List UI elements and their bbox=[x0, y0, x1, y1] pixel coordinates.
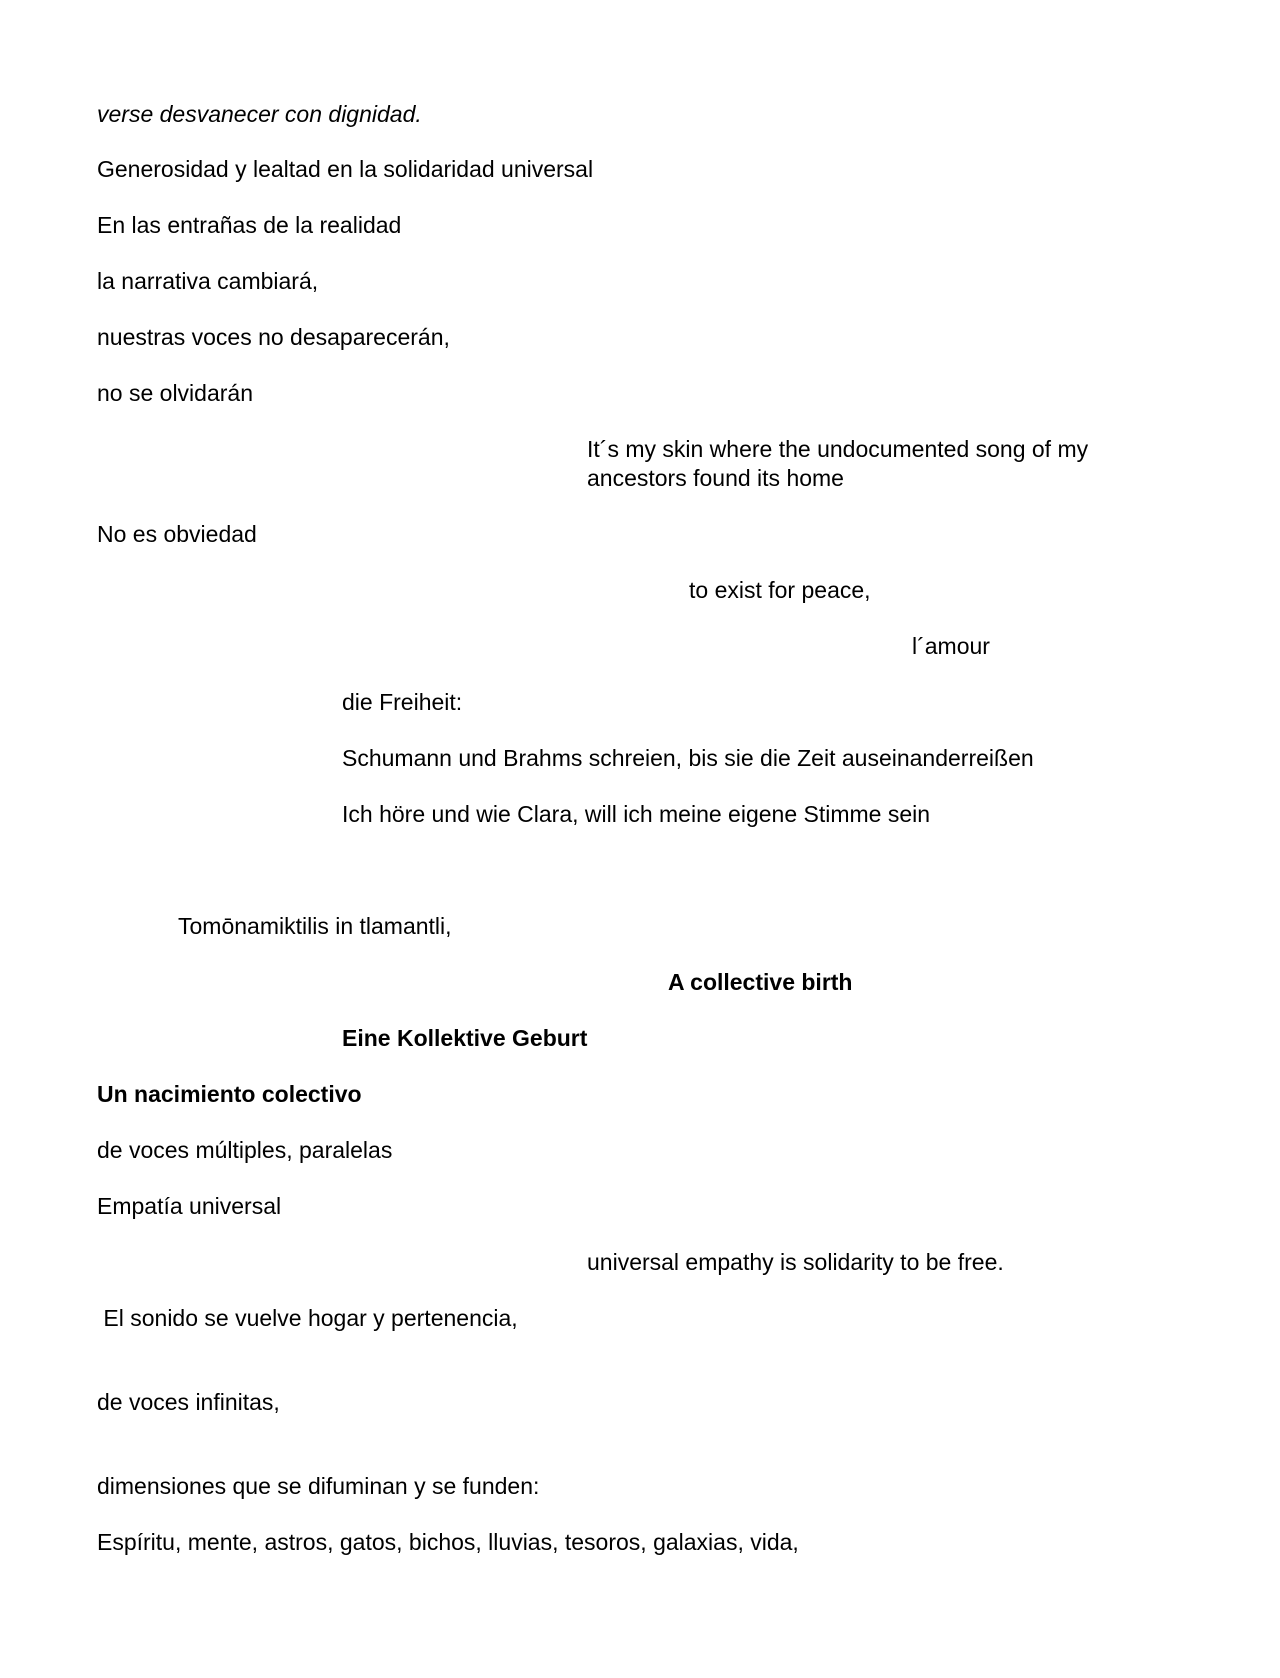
poem-line: A collective birth bbox=[668, 969, 853, 995]
poem-line: Espíritu, mente, astros, gatos, bichos, lluvias, tesoros, galaxias, vida, bbox=[97, 1529, 799, 1555]
poem-line: El sonido se vuelve hogar y pertenencia, bbox=[97, 1305, 518, 1331]
poem-line: verse desvanecer con dignidad. bbox=[97, 101, 422, 127]
poem-line: no se olvidarán bbox=[97, 380, 253, 406]
poem-line: Ich höre und wie Clara, will ich meine eigene Stimme sein bbox=[342, 801, 931, 827]
poem-line: la narrativa cambiará, bbox=[97, 268, 319, 294]
poem-line: die Freiheit: bbox=[342, 689, 463, 715]
poem-line: de voces infinitas, bbox=[97, 1389, 280, 1415]
poem-line: En las entrañas de la realidad bbox=[97, 212, 402, 238]
poem-line: Generosidad y lealtad en la solidaridad universal bbox=[97, 156, 594, 182]
poem-line: Empatía universal bbox=[97, 1193, 282, 1219]
poem-line: Tomōnamiktilis in tlamantli, bbox=[178, 913, 452, 939]
poem-line: to exist for peace, bbox=[689, 577, 871, 603]
poem-line: nuestras voces no desaparecerán, bbox=[97, 324, 450, 350]
poem-line: universal empathy is solidarity to be free. bbox=[587, 1249, 1004, 1275]
poem-line: Eine Kollektive Geburt bbox=[342, 1025, 588, 1051]
poem-line: Un nacimiento colectivo bbox=[97, 1081, 362, 1107]
poem-line: dimensiones que se difuminan y se funden: bbox=[97, 1473, 540, 1499]
poem-line: l´amour bbox=[912, 633, 990, 659]
poem-line: Schumann und Brahms schreien, bis sie die Zeit auseinanderreißen bbox=[342, 745, 1034, 771]
poem-line: It´s my skin where the undocumented song of my ancestors found its home bbox=[587, 436, 1089, 491]
poem-line: de voces múltiples, paralelas bbox=[97, 1137, 393, 1163]
poem-line: No es obviedad bbox=[97, 521, 257, 547]
